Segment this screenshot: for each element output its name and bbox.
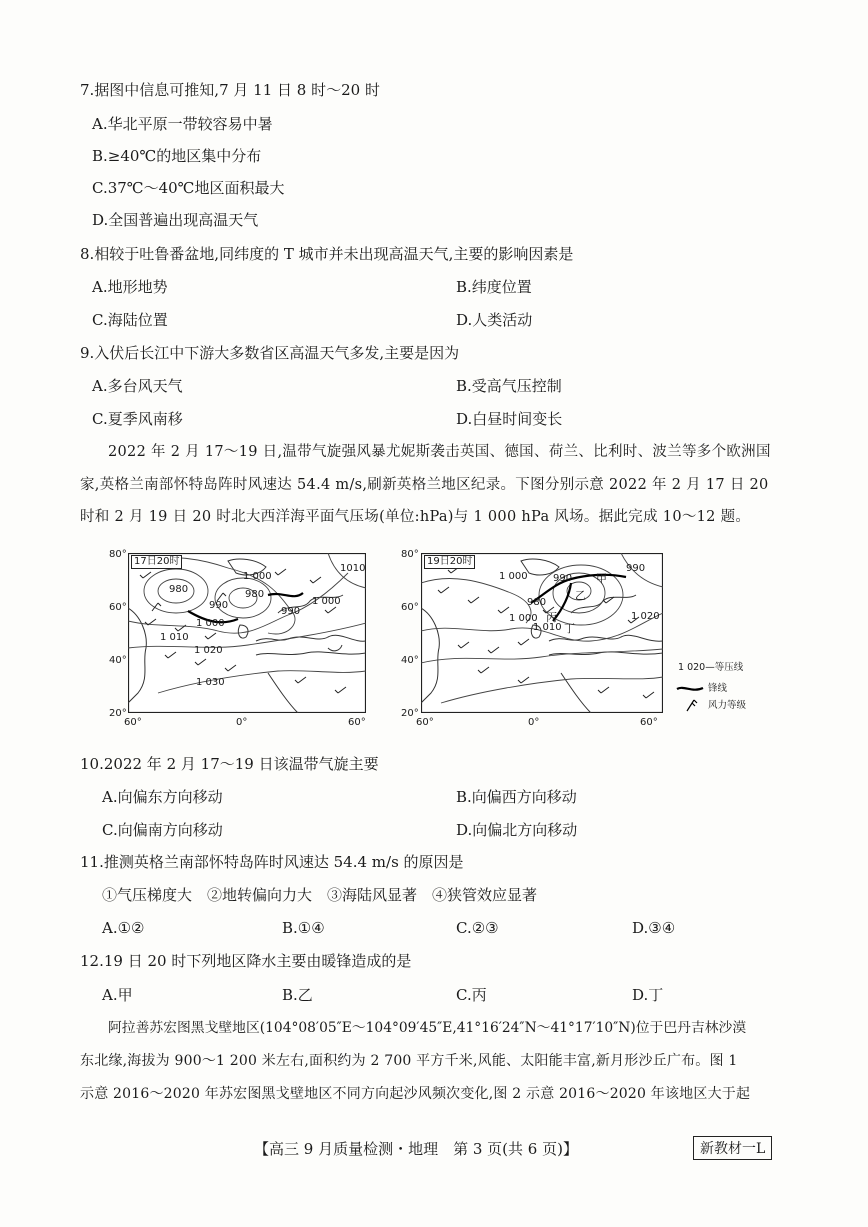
right-map-region-yi: 乙: [575, 589, 586, 602]
right-map-isobar-label: 1 000: [509, 613, 538, 624]
left-map-lat-40: 40°: [109, 655, 127, 666]
right-map-isobar-label: 980: [527, 597, 547, 608]
right-map-lat-80: 80°: [401, 549, 419, 560]
question-10-option-a: A.向偏东方向移动: [102, 788, 223, 806]
passage-1-line-1: 2022 年 2 月 17～19 日,温带气旋强风暴尤妮斯袭击英国、德国、荷兰、比利时、波兰等多个欧洲国: [108, 444, 771, 460]
left-map-isobar-label: 1010: [340, 563, 366, 574]
question-12-option-d: D.丁: [632, 986, 664, 1004]
question-7-stem: 7.据图中信息可推知,7 月 11 日 8 时～20 时: [80, 81, 380, 99]
question-11-stem: 11.推测英格兰南部怀特岛阵时风速达 54.4 m/s 的原因是: [80, 853, 464, 871]
footer-exam-info: 【高三 9 月质量检测・地理 第 3 页(共 6 页)】: [254, 1140, 578, 1158]
right-map-lat-40: 40°: [401, 655, 419, 666]
question-7-option-d: D.全国普遍出现高温天气: [92, 211, 259, 229]
left-map-isobar-label: 990: [209, 600, 229, 611]
left-map-lat-80: 80°: [109, 549, 127, 560]
left-map-isobar-label: 980: [245, 589, 265, 600]
question-9-option-c: C.夏季风南移: [92, 410, 183, 428]
left-map-lon-60e: 60°: [348, 717, 366, 728]
right-map-lon-60e: 60°: [640, 717, 658, 728]
left-map-isobar-label: 1 030: [196, 677, 225, 688]
question-8-option-a: A.地形地势: [92, 278, 168, 296]
question-10-option-b: B.向偏西方向移动: [456, 788, 577, 806]
right-map-region-ding: 丁: [564, 622, 575, 635]
question-11-option-c: C.②③: [456, 919, 499, 937]
left-map-lon-0: 0°: [236, 717, 248, 728]
question-10-option-d: D.向偏北方向移动: [456, 821, 578, 839]
question-10-stem: 10.2022 年 2 月 17～19 日该温带气旋主要: [80, 755, 379, 773]
legend-wind: 风力等级: [708, 700, 747, 711]
question-10-option-c: C.向偏南方向移动: [102, 821, 223, 839]
question-7-option-a: A.华北平原一带较容易中暑: [92, 115, 273, 133]
legend-front-line-icon: [676, 684, 704, 694]
question-9-stem: 9.入伏后长江中下游大多数省区高温天气多发,主要是因为: [80, 344, 460, 362]
right-map-isobar-label: 990: [553, 573, 573, 584]
left-map-lat-20: 20°: [109, 708, 127, 719]
left-map-isobar-label: 1 000: [243, 571, 272, 582]
question-9-option-a: A.多台风天气: [92, 377, 183, 395]
question-11-statements: ①气压梯度大 ②地转偏向力大 ③海陆风显著 ④狭管效应显著: [102, 886, 538, 904]
passage-2-line-1: 阿拉善苏宏图黑戈壁地区(104°08′05″E～104°09′45″E,41°16′24″N～41°17′10″N)位于巴丹吉林沙漠: [108, 1020, 747, 1036]
question-7-option-c: C.37℃～40℃地区面积最大: [92, 179, 285, 197]
right-map-lon-0: 0°: [528, 717, 540, 728]
question-12-option-b: B.乙: [282, 986, 313, 1004]
right-map-region-jia: 甲: [596, 572, 607, 585]
left-map-isobar-label: 1 010: [160, 632, 189, 643]
right-map-lat-20: 20°: [401, 708, 419, 719]
question-8-option-d: D.人类活动: [456, 311, 533, 329]
question-9-option-b: B.受高气压控制: [456, 377, 562, 395]
question-12-stem: 12.19 日 20 时下列地区降水主要由暖锋造成的是: [80, 952, 412, 970]
left-map-isobar-label: 1 020: [194, 645, 223, 656]
left-map-isobar-label: 1 000: [312, 596, 341, 607]
question-12-option-c: C.丙: [456, 986, 487, 1004]
legend-front: 锋线: [708, 683, 728, 694]
question-8-stem: 8.相较于吐鲁番盆地,同纬度的 T 城市并未出现高温天气,主要的影响因素是: [80, 245, 574, 263]
left-map-isobar-label: 980: [169, 584, 189, 595]
passage-2-line-3: 示意 2016～2020 年苏宏图黑戈壁地区不同方向起沙风频次变化,图 2 示意 2016～2020 年该地区大于起: [80, 1086, 751, 1102]
footer-edition-tag: 新教材一L: [693, 1136, 772, 1160]
right-map-isobar-label: 1 020: [631, 611, 660, 622]
left-map-lat-60: 60°: [109, 602, 127, 613]
right-map-region-bing: 丙: [546, 611, 557, 624]
left-map-isobar-label: 1 000: [196, 618, 225, 629]
passage-1-line-2: 家,英格兰南部怀特岛阵时风速达 54.4 m/s,刷新英格兰地区纪录。下图分别示意 2022 年 2 月 17 日 20: [80, 477, 769, 493]
legend-wind-barb-icon: [684, 698, 698, 712]
question-9-option-d: D.白昼时间变长: [456, 410, 563, 428]
left-map-isobar-label: 990: [281, 606, 301, 617]
question-7-option-b: B.≥40℃的地区集中分布: [92, 147, 262, 165]
passage-1-line-3: 时和 2 月 19 日 20 时北大西洋海平面气压场(单位:hPa)与 1 000 hPa 风场。据此完成 10～12 题。: [80, 509, 751, 525]
left-map-lon-60w: 60°: [124, 717, 142, 728]
question-8-option-c: C.海陆位置: [92, 311, 168, 329]
question-11-option-d: D.③④: [632, 919, 676, 937]
question-11-option-b: B.①④: [282, 919, 325, 937]
legend-isobar: 1 020—等压线: [678, 662, 744, 673]
right-map-isobar-label: 1 000: [499, 571, 528, 582]
right-map-time-label: 19日20时: [424, 555, 475, 569]
right-map-lat-60: 60°: [401, 602, 419, 613]
question-11-option-a: A.①②: [102, 919, 145, 937]
right-map-isobar-label: 990: [626, 563, 646, 574]
question-12-option-a: A.甲: [102, 986, 133, 1004]
passage-2-line-2: 东北缘,海拔为 900～1 200 米左右,面积约为 2 700 平方千米,风能、太阳能丰富,新月形沙丘广布。图 1: [80, 1053, 738, 1069]
question-8-option-b: B.纬度位置: [456, 278, 532, 296]
right-map-lon-60w: 60°: [416, 717, 434, 728]
left-map-time-label: 17日20时: [131, 555, 182, 569]
right-map-isobar-label: 1 010: [533, 622, 562, 633]
